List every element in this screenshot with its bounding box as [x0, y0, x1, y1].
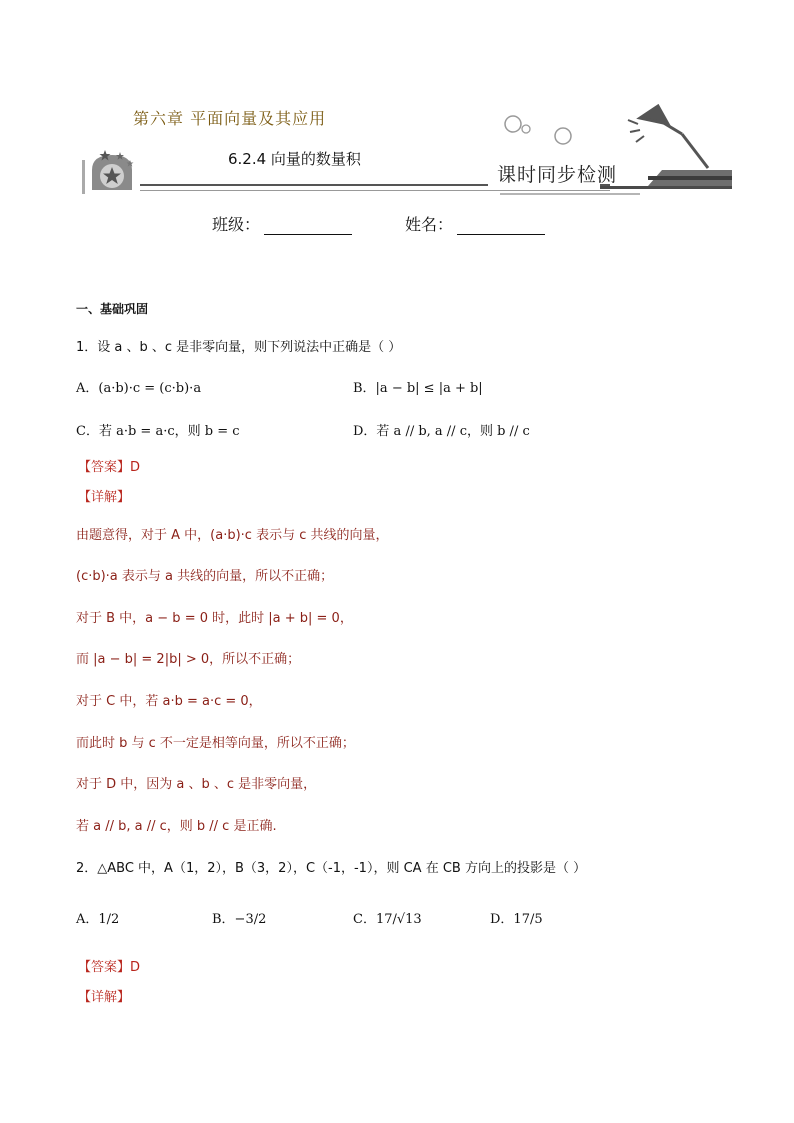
badge-label: 课时同步检测: [497, 164, 618, 186]
header-graphic: [0, 0, 794, 200]
q1-explanation-line: 而 |a − b| = 2|b| > 0，所以不正确；: [76, 652, 301, 667]
name-field: [405, 212, 545, 235]
class-blank: [264, 216, 352, 235]
q2-option-b: B．−3/2: [212, 912, 267, 927]
q2-stem: 2．△ABC 中，A（1，2），B（3，2），C（-1，-1），则 CA 在 CB 方向上的投影是（ ）: [76, 861, 587, 876]
q1-explanation-line: 对于 B 中，a − b = 0 时，此时 |a + b| = 0，: [76, 611, 353, 626]
q1-option-c: C．若 a·b = a·c，则 b = c: [76, 424, 240, 439]
desk-lamp-icon: [628, 106, 708, 168]
name-label: 姓名：: [405, 215, 454, 234]
star-emblem-icon: [82, 150, 134, 194]
q1-detail-label: 【详解】: [78, 490, 131, 505]
q2-option-c: C．17/√13: [353, 912, 422, 927]
q1-answer: 【答案】D: [78, 460, 141, 475]
q2-answer: 【答案】D: [78, 960, 141, 975]
q1-explanation-line: 对于 C 中，若 a·b = a·c = 0，: [76, 694, 262, 709]
q1-explanation-line: (c·b)·a 表示与 a 共线的向量，所以不正确；: [76, 569, 334, 584]
lesson-title: 6.2.4 向量的数量积: [228, 150, 361, 168]
name-blank: [457, 216, 545, 235]
q1-stem: 1．设 a 、b 、c 是非零向量，则下列说法中正确是（ ）: [76, 340, 402, 355]
class-field: [212, 212, 352, 235]
chapter-title: 第六章 平面向量及其应用: [133, 109, 327, 128]
q1-explanation-line: 而此时 b 与 c 不一定是相等向量，所以不正确；: [76, 736, 355, 751]
q1-explanation-line: 由题意得，对于 A 中，(a·b)·c 表示与 c 共线的向量，: [76, 528, 389, 543]
section-title: 一、基础巩固: [76, 302, 149, 316]
q2-option-a: A．1/2: [76, 912, 120, 927]
q2-option-d: D．17/5: [490, 912, 543, 927]
q1-option-b: B．|a − b| ≤ |a + b|: [353, 381, 483, 396]
q1-option-d: D．若 a // b, a // c，则 b // c: [353, 424, 530, 439]
q1-option-a: A．(a·b)·c = (c·b)·a: [76, 381, 202, 396]
q1-explanation-line: 若 a // b, a // c，则 b // c 是正确.: [76, 819, 277, 834]
q2-detail-label: 【详解】: [78, 990, 131, 1005]
q1-explanation-line: 对于 D 中，因为 a 、b 、c 是非零向量，: [76, 777, 317, 792]
class-label: 班级：: [212, 215, 261, 234]
